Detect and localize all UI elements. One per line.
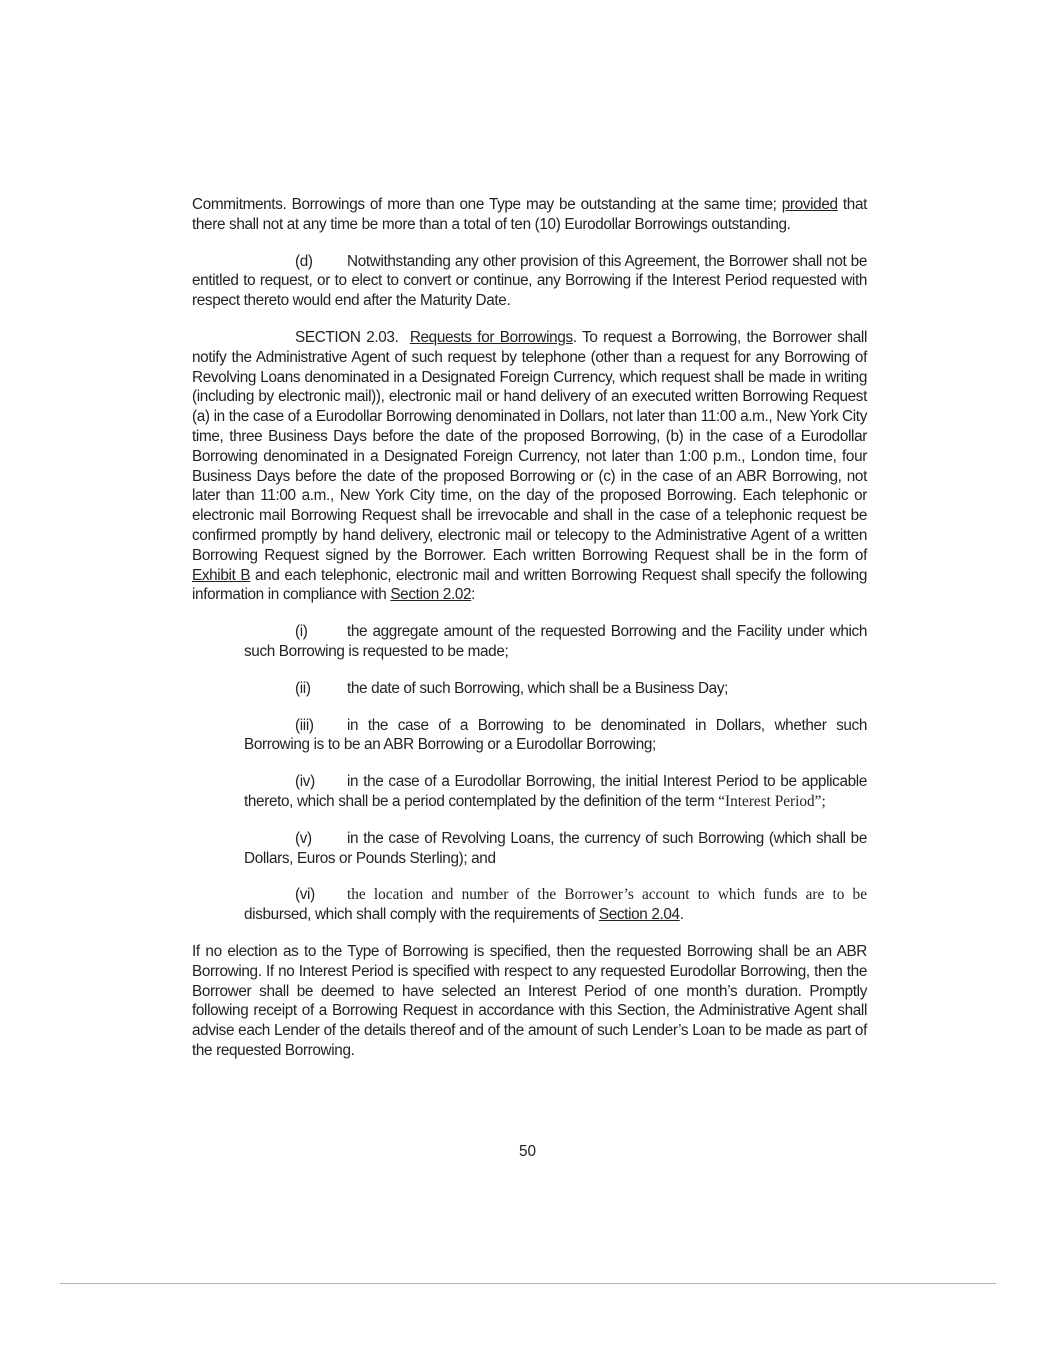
section-2-03: SECTION 2.03. Requests for Borrowings. To request a Borrowing, the Borrower shall notify the Administrative Agent of such request by telephone (other than a request for any Borrowing of Revolving Loans denominated in a Designated Foreign Currency, which request shall be made in writing (including by electronic mail)), electronic mail or hand delivery of an executed written Borrowing Request (a) in the case of a Eurodollar Borrowing denominated in Dollars, not later than 11:00 a.m., New York City time, three Business Days before the date of the proposed Borrowing, (b) in the case of a Eurodollar Borrowing denominated in a Designated Foreign Currency, not later than 1:00 p.m., London time, four Business Days before the date of the proposed Borrowing or (c) in the case of an ABR Borrowing, not later than 11:00 a.m., New York City time, on the day of the proposed Borrowing. Each telephonic or electronic mail Borrowing Request shall be irrevocable and shall in the case of a telephonic request be confirmed promptly by hand delivery, electronic mail or telecopy to the Administrative Agent of a written Borrowing Request signed by the Borrower. Each written Borrowing Request shall be in the form of Exhibit B and each telephonic, electronic mail and written Borrowing Request shall specify the following information in compliance with Section 2.02:	[192, 328, 867, 604]
clause-number: (d)	[295, 252, 313, 270]
paragraph-closing: If no election as to the Type of Borrowing is specified, then the requested Borrowing shall be an ABR Borrowing. If no Interest Period is specified with respect to any requested Eurodollar Borrowing, then the Borrower shall be deemed to have selected an Interest Period of one month’s duration. Promptly following receipt of a Borrowing Request in accordance with this Section, the Administrative Agent shall advise each Lender of the details thereof and of the amount of such Lender’s Loan to be made as part of the requested Borrowing.	[192, 942, 867, 1059]
footer-divider	[60, 1283, 996, 1284]
section-2-04-reference: Section 2.04	[598, 906, 680, 924]
exhibit-b-reference: Exhibit B	[192, 566, 251, 584]
page-number: 50	[518, 1143, 536, 1160]
list-item-i: (i) the aggregate amount of the requested Borrowing and the Facility under which such Borrowing is requested to be made;	[244, 623, 867, 660]
section-2-02-reference: Section 2.02	[390, 586, 472, 604]
document-body	[192, 195, 867, 1078]
list-item-iv: (iv) in the case of a Eurodollar Borrowing, the initial Interest Period to be applicable thereto, which shall be a period contemplated by the definition of the term “Interest Period”;	[244, 773, 867, 810]
list-item-vi: (vi) the location and number of the Borrower’s account to which funds are to be disbursed, which shall comply with the requirements of Section 2.04.	[244, 886, 867, 924]
paragraph-commitments: Commitments. Borrowings of more than one Type may be outstanding at the same time; provided that there shall not at any time be more than a total of ten (10) Eurodollar Borrowings outstanding.	[192, 196, 867, 233]
list-item-iii: (iii) in the case of a Borrowing to be denominated in Dollars, whether such Borrowing is to be an ABR Borrowing or a Eurodollar Borrowing;	[244, 716, 867, 754]
section-title: Requests for Borrowings	[409, 328, 573, 346]
paragraph-d: (d) Notwithstanding any other provision of this Agreement, the Borrower shall not be entitled to request, or to elect to convert or continue, any Borrowing if the Interest Period requested with respect thereto would end after the Maturity Date.	[192, 252, 867, 310]
list-item-v: (v) in the case of Revolving Loans, the currency of such Borrowing (which shall be Dollars, Euros or Pounds Sterling); and	[244, 829, 867, 867]
list-item-ii: (ii) the date of such Borrowing, which shall be a Business Day;	[295, 679, 729, 697]
provided-term: provided	[781, 196, 838, 213]
interest-period-term: “Interest Period”;	[718, 792, 826, 810]
section-label: SECTION 2.03.	[295, 328, 399, 346]
